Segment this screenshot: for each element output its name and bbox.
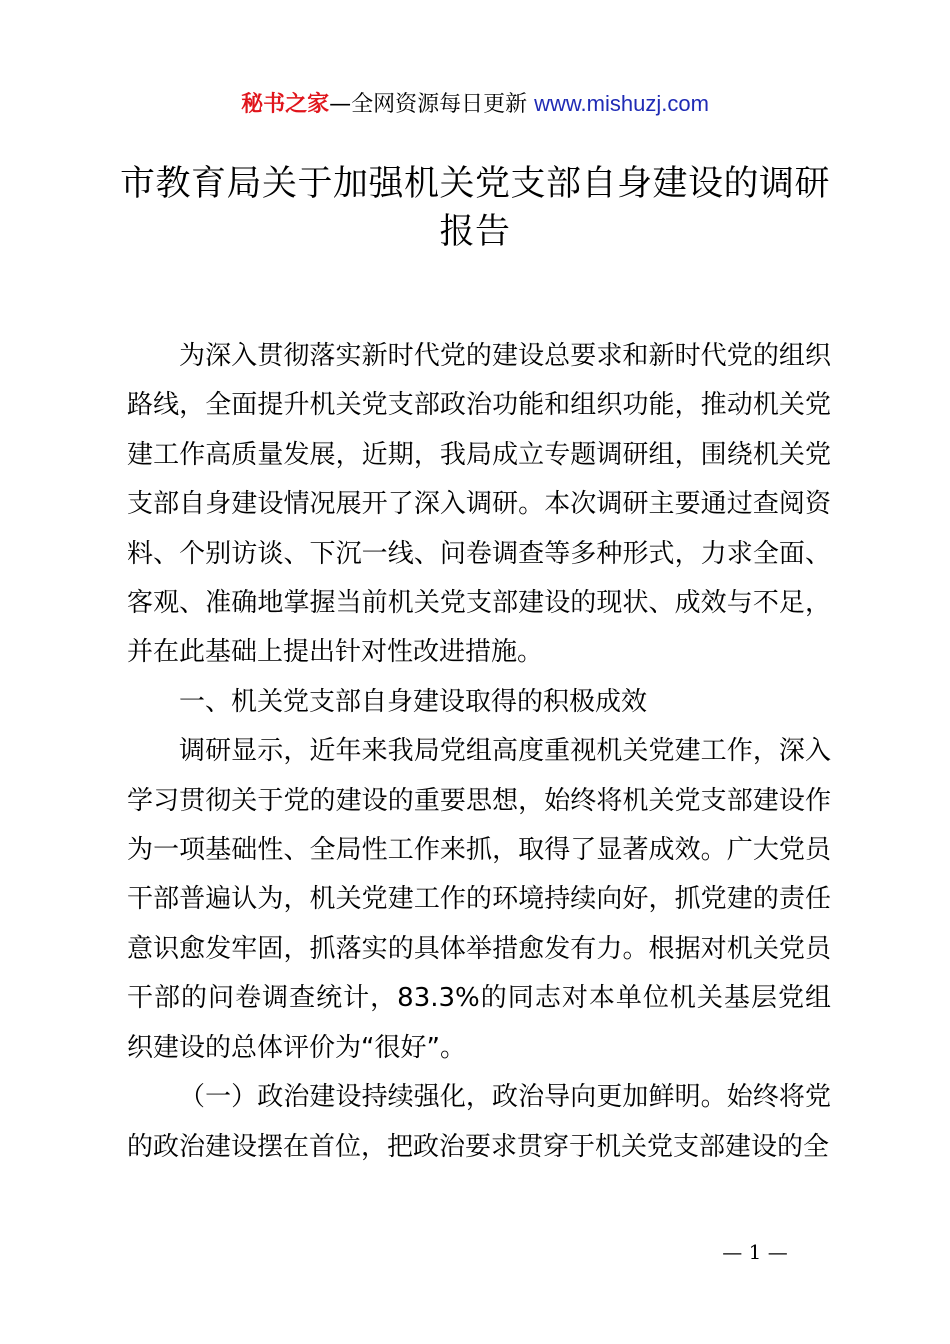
subsection-paragraph: （一）政治建设持续强化，政治导向更加鲜明。始终将党的政治建设摆在首位，把政治要求贯穿于机关党支部建设的全 — [127, 1082, 831, 1162]
intro-paragraph: 为深入贯彻落实新时代党的建设总要求和新时代党的组织路线，全面提升机关党支部政治功能和组织功能，推动机关党建工作高质量发展，近期，我局成立专题调研组，围绕机关党支部自身建设情况展开了深入调研。本次调研主要通过查阅资料、个别访谈、下沉一线、问卷调查等多种形式，力求全面、客观、准确地掌握当前机关党支部建设的现状、成效与不足，并在此基础上提出针对性改进措施。 — [127, 341, 831, 668]
brand-name: 秘书之家 — [241, 92, 330, 117]
site-header — [0, 86, 950, 123]
header-tagline: —全网资源每日更新 — [329, 92, 535, 117]
document-title: 市教育局关于加强机关党支部自身建设的调研报告 — [119, 164, 830, 252]
section-heading: 一、机关党支部自身建设取得的积极成效 — [179, 686, 648, 717]
findings-paragraph: 调研显示，近年来我局党组高度重视机关党建工作，深入学习贯彻关于党的建设的重要思想，始终将机关党支部建设作为一项基础性、全局性工作来抓，取得了显著成效。广大党员干部普遍认为，机关党建工作的环境持续向好，抓党建的责任意识愈发牢固，抓落实的具体举措愈发有力。根据对机关党员干部的问卷调查统计，83.3%的同志对本单位机关基层党组织建设的总体评价为“很好”。 — [127, 736, 831, 1063]
site-url-link[interactable]: www.mishuzj.com — [534, 91, 709, 116]
page-number: — 1 — — [722, 1240, 788, 1264]
document-body — [127, 332, 831, 1172]
